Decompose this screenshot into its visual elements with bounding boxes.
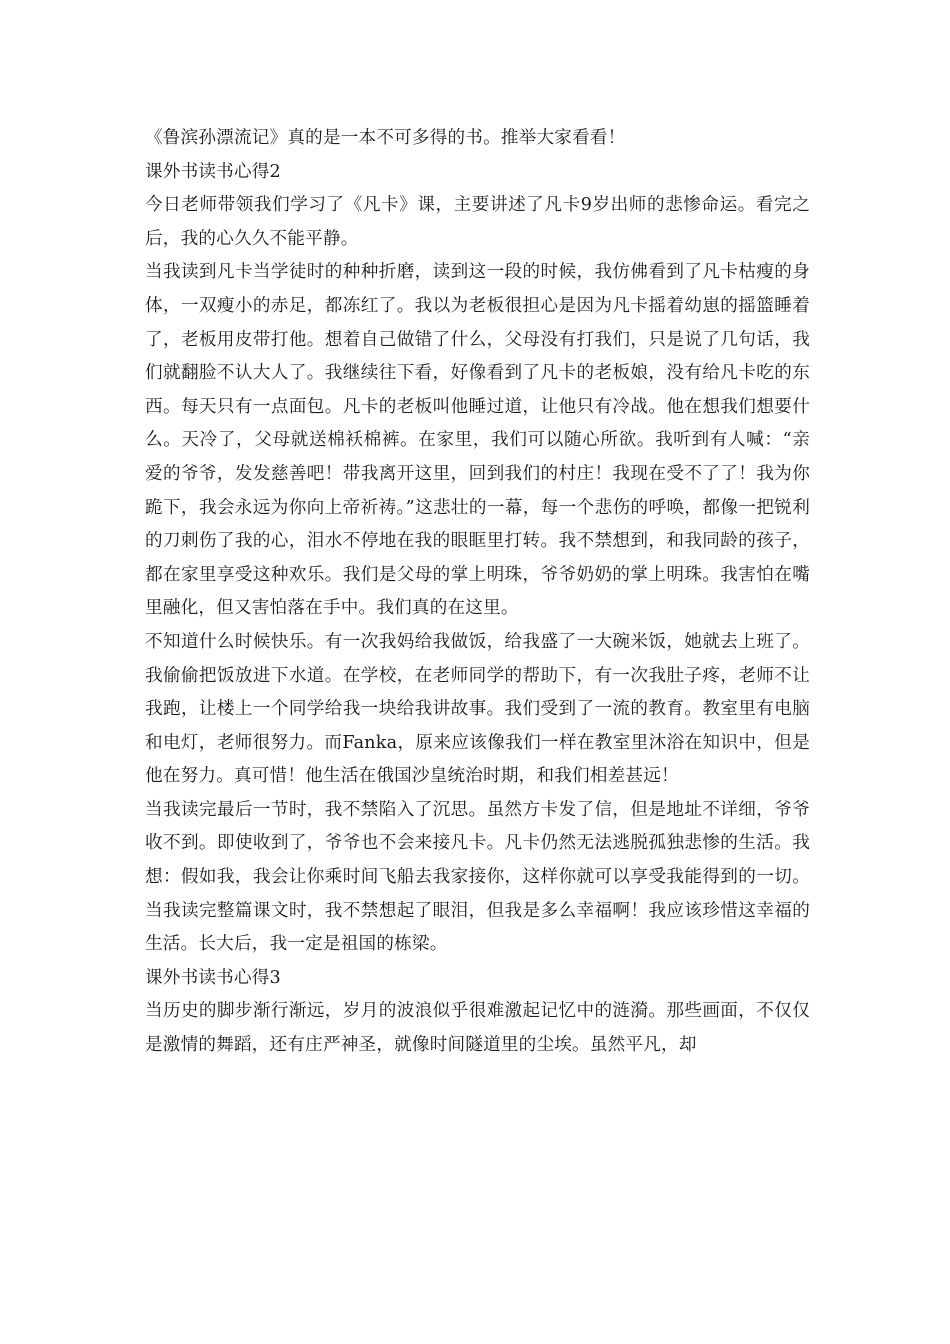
paragraph-summary: 今日老师带领我们学习了《凡卡》课，主要讲述了凡卡9岁出师的悲惨命运。看完之后，我的心久久不能平静。 [145,195,810,249]
section-heading-3: 课外书读书心得3 [145,967,281,988]
paragraph-conclusion: 当我读完最后一节时，我不禁陷入了沉思。虽然方卡发了信，但是地址不详细，爷爷收不到。即使收到了，爷爷也不会来接凡卡。凡卡仍然无法逃脱孤独悲惨的生活。我想：假如我，我会让你乘时间飞船去我家接你，这样你就可以享受我能得到的一切。当我读完整篇课文时，我不禁想起了眼泪，但我是多么幸福啊！我应该珍惜这幸福的生活。长大后，我一定是祖国的栋梁。 [145,799,810,955]
document-page [145,122,810,1063]
paragraph-history: 当历史的脚步渐行渐远，岁月的波浪似乎很难激起记忆中的涟漪。那些画面，不仅仅是激情的舞蹈，还有庄严神圣，就像时间隧道里的尘埃。虽然平凡，却 [145,1001,810,1056]
paragraph-reading: 当我读到凡卡当学徒时的种种折磨，读到这一段的时候，我仿佛看到了凡卡枯瘦的身体，一双瘦小的赤足，都冻红了。我以为老板很担心是因为凡卡摇着幼崽的摇篮睡着了，老板用皮带打他。想着自己做错了什么，父母没有打我们，只是说了几句话，我们就翻脸不认大人了。我继续往下看，好像看到了凡卡的老板娘，没有给凡卡吃的东西。每天只有一点面包。凡卡的老板叫他睡过道，让他只有冷战。他在想我们想要什么。天冷了，父母就送棉袄棉裤。在家里，我们可以随心所欲。我听到有人喊：“亲爱的爷爷，发发慈善吧！带我离开这里，回到我们的村庄！我现在受不了了！我为你跪下，我会永远为你向上帝祈祷。”这悲壮的一幕，每一个悲伤的呼唤，都像一把锐利的刀刺伤了我的心，泪水不停地在我的眼眶里打转。我不禁想到，和我同龄的孩子，都在家里享受这种欢乐。我们是父母的掌上明珠，爷爷奶奶的掌上明珠。我害怕在嘴里融化，但又害怕落在手中。我们真的在这里。 [145,262,810,619]
paragraph-intro: 《鲁滨孙漂流记》真的是一本不可多得的书。推举大家看看！ [145,128,626,148]
section-heading-2: 课外书读书心得2 [145,161,281,182]
paragraph-happiness: 不知道什么时候快乐。有一次我妈给我做饭，给我盛了一大碗米饭，她就去上班了。我偷偷把饭放进下水道。在学校，在老师同学的帮助下，有一次我肚子疼，老师不让我跑，让楼上一个同学给我一块给我讲故事。我们受到了一流的教育。教室里有电脑和电灯，老师很努力。而Fanka，原来应该像我们一样在教室里沐浴在知识中，但是他在努力。真可惜！他生活在俄国沙皇统治时期，和我们相差甚远！ [145,631,810,787]
